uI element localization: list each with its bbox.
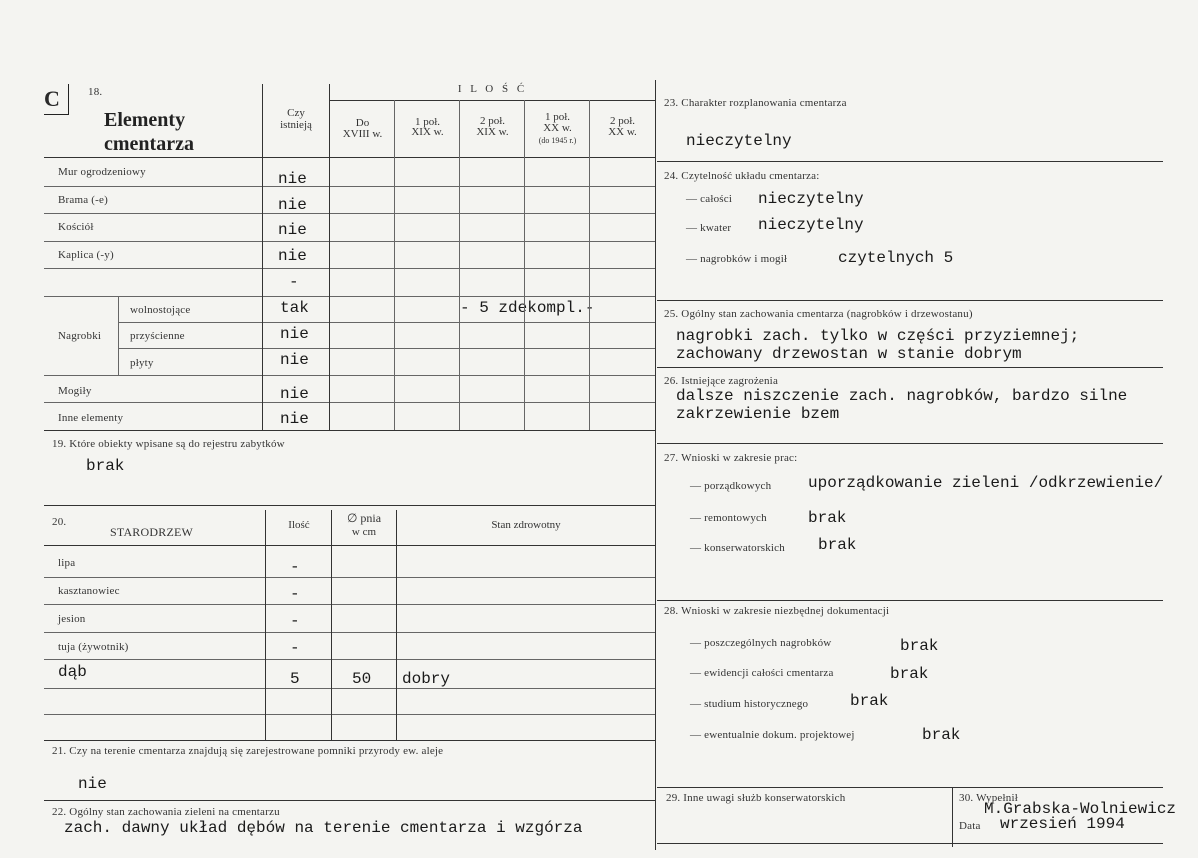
row-label-nagrobki: Nagrobki: [58, 330, 102, 342]
tree-qty-lipa: -: [290, 558, 300, 576]
s26-bottom: [657, 443, 1163, 444]
col-line: [394, 100, 395, 430]
s27-bottom: [657, 600, 1163, 601]
col-header-4-l2: XX w.: [608, 126, 637, 138]
s20-col-pnia-1: ∅ pnia: [346, 511, 382, 525]
s18-number: 18.: [88, 86, 103, 98]
s18-bottom: [44, 430, 655, 431]
col-header-1-l2: XIX w.: [411, 126, 444, 138]
row-label-kosciol: Kościół: [58, 221, 94, 233]
exists-przyscienne: nie: [280, 325, 309, 343]
s19-value: brak: [86, 457, 125, 475]
col-header-3-l2: XX w.: [543, 122, 572, 134]
col-line: [262, 84, 263, 430]
s30-date: wrzesień 1994: [1000, 815, 1125, 833]
tree-qty-kasztanowiec: -: [290, 585, 300, 603]
row-label-kaplica: Kaplica (-y): [58, 249, 114, 261]
s24-bottom: [657, 300, 1163, 301]
s19-bottom: [44, 505, 655, 506]
s20-col-pnia-2: w cm: [351, 526, 377, 538]
s30-filled-by: M.Grabska-Wolniewicz: [984, 800, 1177, 818]
exists-kosciol: nie: [278, 221, 307, 239]
col-line: [396, 510, 397, 740]
ilosc-underline: [330, 100, 655, 101]
row-line: [118, 348, 655, 349]
s29-s30-divider: [952, 787, 953, 847]
s27-item-label-konserwatorskich: — konserwatorskich: [690, 542, 785, 554]
s28-item-label-ewidencji: — ewidencji całości cmentarza: [690, 667, 834, 679]
s23-bottom: [657, 161, 1163, 162]
s18-title-line2: cmentarza: [104, 133, 194, 155]
col-header-0-l2: XVIII w.: [342, 128, 383, 140]
s20-bottom: [44, 740, 655, 741]
s23-label: 23. Charakter rozplanowania cmentarza: [664, 97, 847, 109]
tree-pnia-dab: 50: [352, 670, 372, 688]
row-line: [44, 714, 655, 715]
s21-value: nie: [78, 775, 107, 793]
col-header-2-l1: 2 poł.: [479, 115, 506, 127]
exists-mur: nie: [278, 170, 307, 188]
s20-number: 20.: [52, 516, 67, 528]
center-divider: [655, 80, 656, 850]
s20-col-stan: Stan zdrowotny: [491, 519, 561, 531]
col-exists-label-1: Czy: [287, 107, 305, 119]
tree-name-lipa: lipa: [58, 557, 76, 569]
s29-bottom: [657, 843, 1163, 844]
row-line: [118, 322, 655, 323]
row-line: [44, 604, 655, 605]
s27-item-label-remontowych: — remontowych: [690, 512, 767, 524]
s18-header-bottom: [44, 157, 655, 158]
row-line: [44, 268, 655, 269]
col-line: [524, 100, 525, 430]
s20-col-ilosc: Ilość: [288, 519, 310, 531]
col-header-1-l1: 1 poł.: [414, 116, 441, 128]
s28-item-value-studium: brak: [850, 692, 889, 710]
row-line: [44, 688, 655, 689]
s28-item-label-studium: — studium historycznego: [690, 698, 809, 710]
row-label-plyty: płyty: [130, 357, 154, 369]
col-line: [331, 510, 332, 740]
row-label-mogily: Mogiły: [58, 385, 92, 397]
tree-name-tuja: tuja (żywotnik): [58, 641, 129, 653]
s18-title-line1: Elementy: [104, 109, 186, 131]
s27-item-label-porzadkowych: — porządkowych: [690, 480, 772, 492]
s25-line1: nagrobki zach. tylko w części przyziemnej;: [676, 327, 1080, 345]
exists-brama: nie: [278, 196, 307, 214]
s25-bottom: [657, 367, 1163, 368]
s26-line2: zakrzewienie bzem: [676, 405, 840, 423]
col-line: [265, 510, 266, 740]
row-label-wolnostojace: wolnostojące: [130, 304, 191, 316]
tree-stan-dab: dobry: [402, 670, 451, 688]
col-header-3-l1: 1 poł.: [544, 111, 571, 123]
s24-item-label-calosci: — całości: [686, 193, 733, 205]
s30-label: 30. Wypełnił: [959, 792, 1018, 804]
row-line: [44, 402, 655, 403]
row-line: [44, 241, 655, 242]
row-line: [44, 632, 655, 633]
s28-item-value-projektowej: brak: [922, 726, 961, 744]
tree-name-dab: dąb: [58, 663, 87, 681]
ilosc-header: I L O Ś Ć: [457, 83, 528, 95]
tree-qty-dab: 5: [290, 670, 300, 688]
exists-wolnostojace: tak: [280, 299, 309, 317]
col-header-3-l3: (do 1945 r.): [538, 136, 577, 145]
s24-item-value-kwater: nieczytelny: [758, 216, 864, 234]
s26-line1: dalsze niszczenie zach. nagrobków, bardzo silne: [676, 387, 1128, 405]
col-header-2-l2: XIX w.: [476, 126, 509, 138]
s20-header-bottom: [44, 545, 655, 546]
s28-item-value-nagrobkow: brak: [900, 637, 939, 655]
s24-item-value-calosci: nieczytelny: [758, 190, 864, 208]
col-line: [329, 84, 330, 430]
s21-label: 21. Czy na terenie cmentarza znajdują się zarejestrowane pomniki przyrody ew. aleje: [52, 745, 444, 757]
row-line: [44, 296, 655, 297]
s27-item-value-porzadkowych: uporządkowanie zieleni /odkrzewienie/: [808, 474, 1164, 492]
s24-item-value-nagrobkow: czytelnych 5: [838, 249, 954, 267]
tree-qty-tuja: -: [290, 639, 300, 657]
s30-date-label: Data: [959, 820, 981, 832]
row-label-brama: Brama (-e): [58, 194, 108, 206]
row-label-przyscienne: przyścienne: [130, 330, 185, 342]
row-line: [44, 659, 655, 660]
s26-label: 26. Istniejące zagrożenia: [664, 375, 779, 387]
tree-name-jesion: jesion: [58, 613, 86, 625]
exists-kaplica: nie: [278, 247, 307, 265]
s23-value: nieczytelny: [686, 132, 792, 150]
s21-bottom: [44, 800, 655, 801]
section-letter: C: [44, 84, 69, 115]
col-header-4-l1: 2 poł.: [609, 115, 636, 127]
s29-label: 29. Inne uwagi służb konserwatorskich: [666, 792, 846, 804]
row-line: [44, 577, 655, 578]
col-exists-label-2: istnieją: [280, 119, 312, 131]
col-header-0-l1: Do: [355, 117, 370, 129]
s28-label: 28. Wnioski w zakresie niezbędnej dokumentacji: [664, 605, 890, 617]
row-line: [44, 375, 655, 376]
row-label-inne: Inne elementy: [58, 412, 124, 424]
exists-mogily: nie: [280, 385, 309, 403]
s20-title: STARODRZEW: [110, 525, 194, 539]
s28-bottom: [657, 787, 1163, 788]
s28-item-label-projektowej: — ewentualnie dokum. projektowej: [690, 729, 855, 741]
s27-label: 27. Wnioski w zakresie prac:: [664, 452, 798, 464]
row-label-mur: Mur ogrodzeniowy: [58, 166, 146, 178]
s27-item-value-konserwatorskich: brak: [818, 536, 857, 554]
s28-item-label-nagrobkow: — poszczególnych nagrobków: [690, 637, 832, 649]
row-line: [44, 186, 655, 187]
s24-label: 24. Czytelność układu cmentarza:: [664, 170, 820, 182]
col-line: [459, 100, 460, 430]
s27-item-value-remontowych: brak: [808, 509, 847, 527]
exists-blank-row: -: [289, 273, 299, 291]
s28-item-value-ewidencji: brak: [890, 665, 929, 683]
nagrobki-divider: [118, 296, 119, 375]
s22-label: 22. Ogólny stan zachowania zieleni na cmentarzu: [52, 806, 280, 818]
s25-label: 25. Ogólny stan zachowania cmentarza (nagrobków i drzewostanu): [664, 308, 973, 320]
s25-line2: zachowany drzewostan w stanie dobrym: [676, 345, 1022, 363]
exists-plyty: nie: [280, 351, 309, 369]
s22-value: zach. dawny układ dębów na terenie cmentarza i wzgórza: [64, 819, 583, 837]
row-line: [44, 213, 655, 214]
s19-label: 19. Które obiekty wpisane są do rejestru zabytków: [52, 438, 285, 450]
wolnostojace-quantity-note: - 5 zdekompl.-: [460, 299, 595, 317]
tree-qty-jesion: -: [290, 612, 300, 630]
col-line: [589, 100, 590, 430]
s24-item-label-kwater: — kwater: [686, 222, 732, 234]
exists-inne: nie: [280, 410, 309, 428]
tree-name-kasztanowiec: kasztanowiec: [58, 585, 120, 597]
s24-item-label-nagrobkow: — nagrobków i mogił: [686, 253, 788, 265]
